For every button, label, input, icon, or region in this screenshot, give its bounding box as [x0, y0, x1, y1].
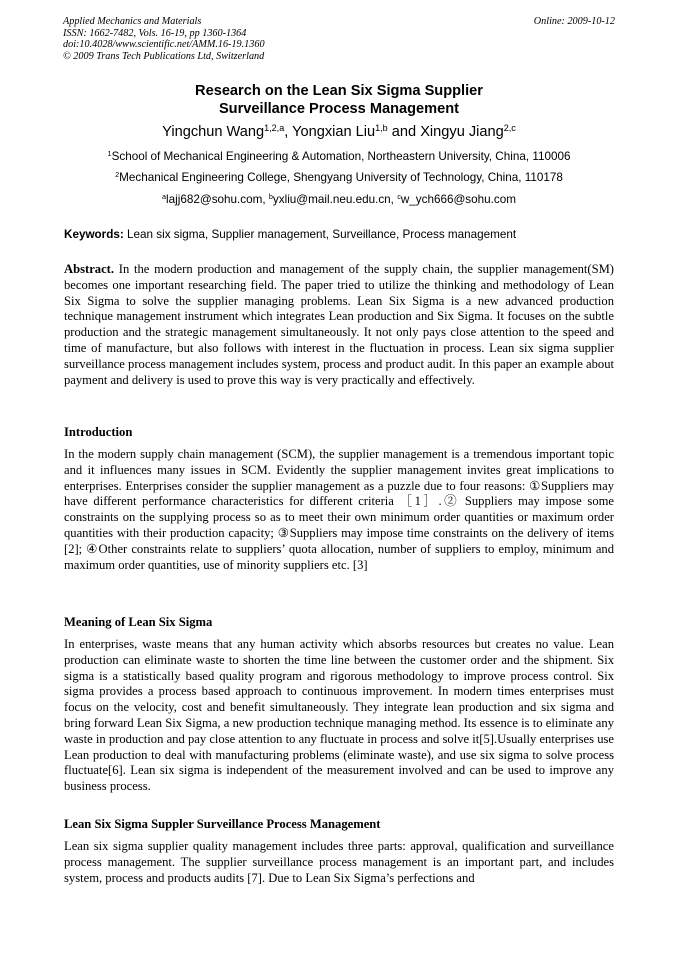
affiliation-2	[0, 171, 678, 185]
abstract-label: Abstract.	[64, 262, 115, 276]
author-2: Yongxian Liu	[292, 124, 376, 140]
author-conjunction: and	[387, 124, 421, 140]
keywords-label: Keywords:	[64, 228, 124, 241]
abstract	[64, 262, 614, 388]
section-heading-introduction: Introduction	[64, 425, 133, 439]
paper-title	[0, 82, 678, 118]
author-separator: ,	[284, 124, 293, 140]
section-heading-surveillance: Lean Six Sigma Suppler Surveillance Process Management	[64, 817, 381, 831]
affiliation-1	[0, 150, 678, 164]
issn-line: ISSN: 1662-7482, Vols. 16-19, pp 1360-1364	[63, 27, 247, 39]
section-body-introduction: In the modern supply chain management (SCM), the supplier management is a tremendous important topic and it influences many issues in SCM. Evidently the supplier management invites great implications to enterprises. Enterprises consider the supplier management as a puzzle due to four reasons: ①Suppliers may have different performance characteristics for different criteria ［1］.② Suppliers may impose some constraints on the supplying process so as to meet their own minimum order quantities or maximum order quantities with their production capacity; ③Suppliers may impose time constraints on the delivery of items [2]; ④Other constraints relate to suppliers’ quota allocation, number of suppliers to employ, minimum and maximum order quantities, use of minority suppliers etc. [3]	[64, 447, 614, 572]
section-heading-meaning: Meaning of Lean Six Sigma	[64, 615, 213, 629]
affiliation-2-text: Mechanical Engineering College, Shengyang University of Technology, China, 110178	[119, 171, 563, 184]
affiliation-1-mark: 1	[107, 149, 112, 159]
author-list	[0, 123, 678, 141]
author-1-affil: 1,2,a	[264, 123, 285, 134]
journal-name: Applied Mechanics and Materials	[63, 16, 202, 27]
author-1: Yingchun Wang	[162, 124, 265, 140]
affiliation-2-mark: 2	[115, 170, 120, 180]
online-date: Online: 2009-10-12	[533, 16, 615, 27]
title-line-2: Surveillance Process Management	[218, 101, 460, 117]
author-3-affil: 2,c	[503, 123, 516, 134]
email-a-mark: a	[162, 192, 167, 202]
email-b: yxliu@mail.neu.edu.cn,	[272, 193, 398, 206]
abstract-text: In the modern production and management of the supply chain, the supplier management(SM) becomes one important researching field. The paper tried to utilize the thinking and methodology of Lean Six Sigma to solve the supplier managing problems. Lean Six Sigma is a new advanced production technique management instrument which integrates Lean production and Six Sigma. It focuses on the subtle production and the strategic management simultaneously. It not only pays close attention to the speed and time of manufacture, but also follows with interest in the fluctuation in process. Lean six sigma supplier surveillance process management includes system, process and product audit. In this paper an example about payment and delivery is used to prove this way is very practically and effectively.	[64, 262, 614, 387]
email-a: lajj682@sohu.com,	[166, 193, 269, 206]
author-3: Xingyu Jiang	[420, 124, 504, 140]
email-c: w_ych666@sohu.com	[400, 193, 516, 206]
keywords-text: Lean six sigma, Supplier management, Surveillance, Process management	[123, 228, 517, 241]
email-line	[0, 193, 678, 207]
copyright-line: © 2009 Trans Tech Publications Ltd, Switzerland	[63, 50, 265, 62]
title-line-1: Research on the Lean Six Sigma Supplier	[195, 83, 483, 99]
email-c-mark: c	[397, 192, 401, 202]
author-2-affil: 1,b	[375, 123, 388, 134]
journal-header	[63, 16, 265, 62]
affiliation-1-text: School of Mechanical Engineering & Automation, Northeastern University, China, 110006	[111, 150, 571, 163]
doi-line: doi:10.4028/www.scientific.net/AMM.16-19.1360	[63, 39, 265, 50]
section-body-surveillance: Lean six sigma supplier quality management includes three parts: approval, qualification and surveillance process management. The supplier surveillance process management is an important part, and includes system, process and products audits [7]. Due to Lean Six Sigma’s perfections and	[64, 839, 614, 885]
email-b-mark: b	[268, 192, 273, 202]
section-body-meaning: In enterprises, waste means that any human activity which absorbs resources but creates no value. Lean production can eliminate waste to shorten the time line between the customer order and the shipment. Six sigma is a statistically based quality program and rigorous methodology to improve process control. Six sigma provides a process based approach to continuous improvement. In modern times enterprises must focus on the velocity, cost and benefit simultaneously. They integrate lean production and six sigma and bring forward Lean Six Sigma, a new production technique managing method. Its essence is to eliminate any waste in production and pay close attention to any fluctuate in process and solve it[5].Usually enterprises use Lean production to deal with manufacturing problems (eliminate waste), and use six sigma to solve process fluctuate[6]. Lean six sigma is independent of the measurement involved and can be used to improve any business process.	[64, 637, 614, 794]
keywords	[64, 228, 624, 242]
